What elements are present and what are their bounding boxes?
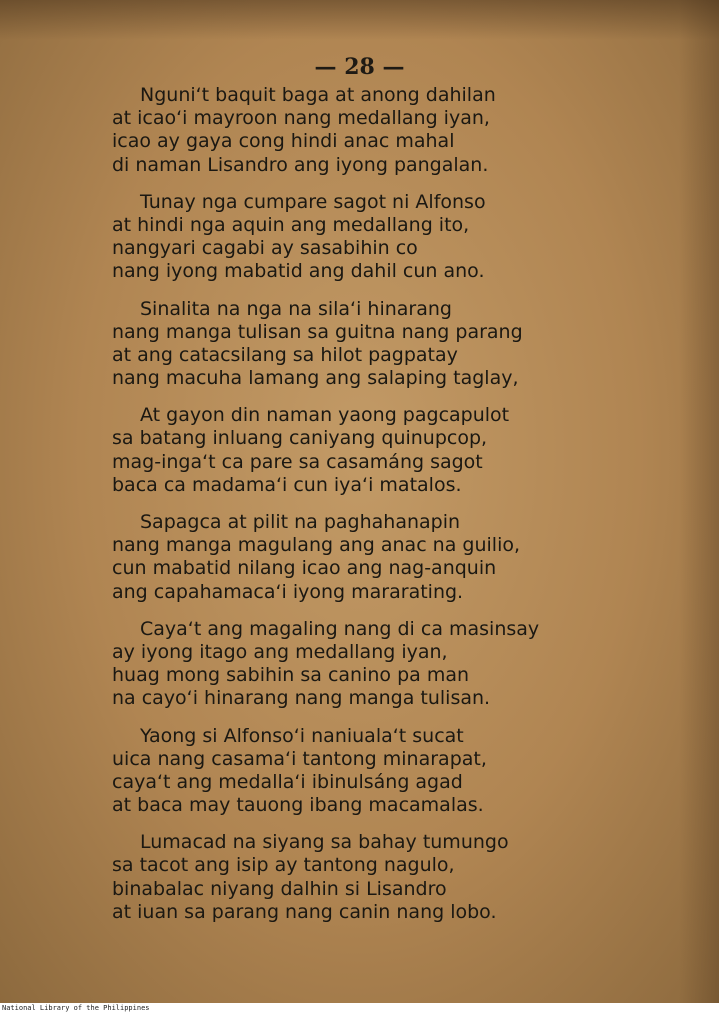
verse-line: Sapagca at pilit na paghahanapin: [140, 511, 461, 533]
stanza: [112, 618, 592, 711]
verse-line: cun mabatid nilang icao ang nag-anquin: [112, 557, 497, 580]
verse-line: caya‘t ang medalla‘i ibinulsáng agad: [112, 770, 463, 793]
page-number: — 28 —: [314, 54, 405, 80]
verse-line: nang manga tulisan sa guitna nang parang: [112, 320, 523, 343]
verse-line: uica nang casama‘i tantong minarapat,: [112, 747, 487, 770]
stanza: [112, 831, 592, 924]
footer-credit: National Library of the Philippines: [2, 1004, 150, 1012]
verse-line: nang iyong mabatid ang dahil cun ano.: [112, 260, 485, 283]
verse-line: at iuan sa parang nang canin nang lobo.: [112, 900, 497, 923]
verse-line: Caya‘t ang magaling nang di ca masinsay: [140, 617, 540, 640]
stanza: [112, 404, 592, 497]
stanza: [112, 725, 592, 818]
stanza: [112, 84, 592, 177]
verse-line: Yaong si Alfonso‘i naniuala‘t sucat: [140, 724, 464, 747]
verse-line: ay iyong itago ang medallang iyan,: [112, 640, 448, 663]
stanza: [112, 511, 592, 604]
verse-line: sa tacot ang isip ay tantong nagulo,: [112, 854, 455, 877]
verse-line: ang capahamaca‘i iyong mararating.: [112, 580, 464, 603]
verse-line: baca ca madama‘i cun iya‘i matalos.: [112, 473, 462, 496]
verse-line: huag mong sabihin sa canino pa man: [112, 664, 470, 687]
verse-line: Sinalita na nga na sila‘i hinarang: [140, 297, 452, 320]
stanza: [112, 191, 592, 284]
verse-line: at ang catacsilang sa hilot pagpatay: [112, 343, 458, 366]
verse-line: di naman Lisandro ang iyong pangalan.: [112, 153, 489, 176]
verse-line: icao ay gaya cong hindi anac mahal: [112, 130, 455, 153]
verse-line: nang manga magulang ang anac na guilio,: [112, 534, 521, 557]
verse-line: mag-inga‘t ca pare sa casamáng sagot: [112, 450, 483, 473]
verse-line: Nguni‘t baquit baga at anong dahilan: [140, 84, 496, 106]
verse-line: at hindi nga aquin ang medallang ito,: [112, 213, 470, 236]
verse-line: at icao‘i mayroon nang medallang iyan,: [112, 107, 490, 130]
verse-line: nang macuha lamang ang salaping taglay,: [112, 367, 519, 390]
verse-line: At gayon din naman yaong pagcapulot: [140, 404, 510, 427]
verse-line: Lumacad na siyang sa bahay tumungo: [140, 831, 509, 854]
stanza: [112, 298, 592, 391]
verse-line: sa batang inluang caniyang quinupcop,: [112, 427, 488, 450]
verse-line: Tunay nga cumpare sagot ni Alfonso: [140, 190, 486, 213]
verse-line: nangyari cagabi ay sasabihin co: [112, 237, 418, 260]
verse-line: at baca may tauong ibang macamalas.: [112, 794, 484, 817]
verse-line: binabalac niyang dalhin si Lisandro: [112, 877, 447, 900]
verse-line: na cayo‘i hinarang nang manga tulisan.: [112, 687, 491, 710]
poem-body: [112, 84, 592, 938]
